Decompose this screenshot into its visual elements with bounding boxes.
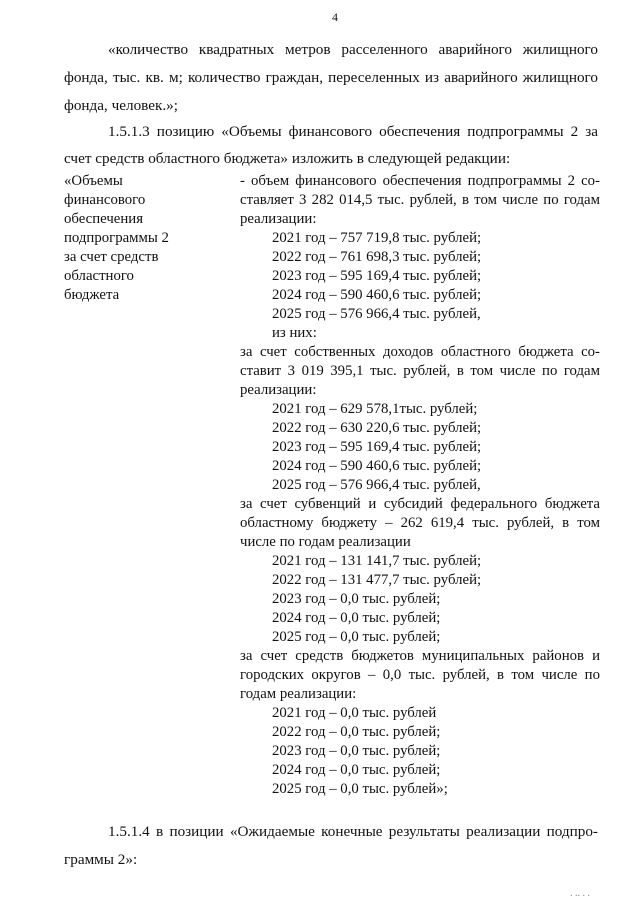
right-col-line-6: 2023 год – 595 169,4 тыс. рублей; [272,268,482,284]
right-col-line-32: 2024 год – 0,0 тыс. рублей; [272,762,441,778]
item-1514-line-1: 1.5.1.4 в позиции «Ожидаемые конечные результаты реализации подпро- [108,823,598,840]
right-col-line-31: 2023 год – 0,0 тыс. рублей; [272,743,441,759]
top-line-2: фонда, тыс. кв. м; количество граждан, переселенных из аварийного жилищного [64,69,598,86]
left-col-line-1: «Объемы [64,173,123,189]
right-col-line-16: 2024 год – 590 460,6 тыс. рублей; [272,458,482,474]
right-col-line-14: 2022 год – 630 220,6 тыс. рублей; [272,420,482,436]
right-col-line-12: реализации: [240,382,317,398]
left-col-line-2: финансового [64,192,146,208]
top-line-1: «количество квадратных метров расселенного аварийного жилищного [108,41,598,58]
item-1513-line-2: счет средств областного бюджета» изложить в следующей редакции: [64,150,511,167]
page-number: 4 [332,10,338,24]
right-col-line-13: 2021 год – 629 578,1тыс. рублей; [272,401,478,417]
right-col-line-28: годам реализации: [240,686,357,702]
right-col-line-27: городских округов – 0,0 тыс. рублей, в том числе по [240,667,600,683]
right-col-line-29: 2021 год – 0,0 тыс. рублей [272,705,437,721]
right-col-line-7: 2024 год – 590 460,6 тыс. рублей; [272,287,482,303]
right-col-line-30: 2022 год – 0,0 тыс. рублей; [272,724,441,740]
left-col-line-7: бюджета [64,287,120,303]
right-col-line-26: за счет средств бюджетов муниципальных районов и [240,648,600,664]
left-col-line-3: обеспечения [64,211,144,227]
left-col-line-4: подпрограммы 2 [64,230,169,246]
right-col-line-11: ставит 3 019 395,1 тыс. рублей, в том числе по годам [240,363,600,379]
right-col-line-23: 2023 год – 0,0 тыс. рублей; [272,591,441,607]
right-col-line-2: ставляет 3 282 014,5 тыс. рублей, в том числе по годам [240,192,600,208]
right-col-line-21: 2021 год – 131 141,7 тыс. рублей; [272,553,482,569]
top-line-3: фонда, человек.»; [64,97,178,114]
right-col-line-22: 2022 год – 131 477,7 тыс. рублей; [272,572,482,588]
right-col-line-25: 2025 год – 0,0 тыс. рублей; [272,629,441,645]
right-col-line-9: из них: [272,325,317,341]
right-col-line-15: 2023 год – 595 169,4 тыс. рублей; [272,439,482,455]
left-col-line-6: областного [64,268,134,284]
right-col-line-5: 2022 год – 761 698,3 тыс. рублей; [272,249,482,265]
right-col-line-24: 2024 год – 0,0 тыс. рублей; [272,610,441,626]
right-col-line-17: 2025 год – 576 966,4 тыс. рублей, [272,477,481,493]
right-col-line-1: - объем финансового обеспечения подпрограммы 2 со- [240,173,600,189]
right-col-line-10: за счет собственных доходов областного бюджета со- [240,344,600,360]
right-col-line-18: за счет субвенций и субсидий федерального бюджета [240,496,600,512]
scan-marks: . .. . . [570,888,590,899]
right-col-line-33: 2025 год – 0,0 тыс. рублей»; [272,781,448,797]
left-col-line-5: за счет средств [64,249,159,265]
right-col-line-8: 2025 год – 576 966,4 тыс. рублей, [272,306,481,322]
item-1514-line-2: граммы 2»: [64,851,138,868]
right-col-line-19: областному бюджету – 262 619,4 тыс. рублей, в том [240,515,600,531]
item-1513-line-1: 1.5.1.3 позицию «Объемы финансового обеспечения подпрограммы 2 за [108,123,598,140]
right-col-line-4: 2021 год – 757 719,8 тыс. рублей; [272,230,482,246]
right-col-line-20: числе по годам реализации [240,534,411,550]
right-col-line-3: реализации: [240,211,317,227]
